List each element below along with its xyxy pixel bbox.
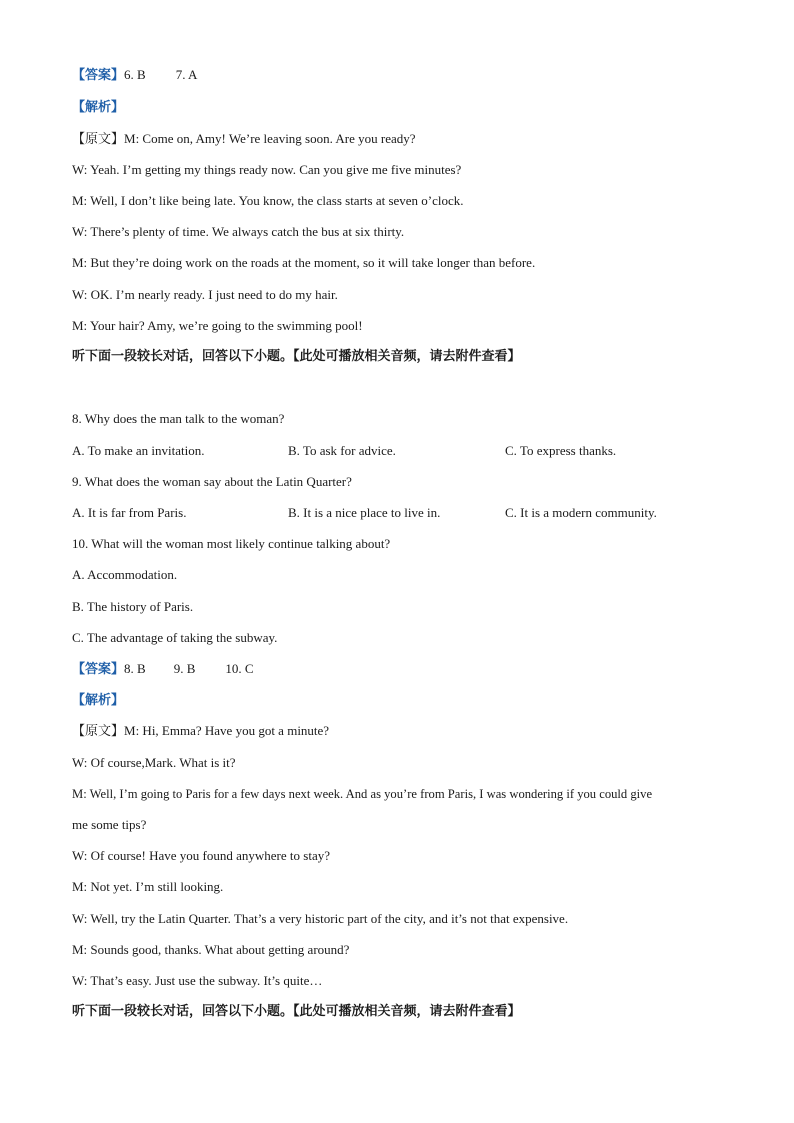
option-a: A. It is far from Paris. <box>72 505 187 520</box>
answer-item: 7. A <box>175 67 198 82</box>
answer-tag: 【答案】 <box>72 662 125 677</box>
transcript-line: M: Well, I’m going to Paris for a few days next week. And as you’re from Paris, I was wondering if you could give <box>72 787 653 801</box>
transcript-line: M: Not yet. I’m still looking. <box>72 879 224 894</box>
analysis-line-1 <box>72 98 124 117</box>
option-a: A. To make an invitation. <box>72 443 205 458</box>
transcript-line: W: OK. I’m nearly ready. I just need to do my hair. <box>72 287 338 302</box>
transcript-line: M: But they’re doing work on the roads at the moment, so it will take longer than before. <box>72 255 536 270</box>
option-b: B. To ask for advice. <box>288 443 396 458</box>
dialogue-text: M: Hi, Emma? Have you got a minute? <box>124 723 330 738</box>
option-c: C. The advantage of taking the subway. <box>72 630 278 645</box>
answer-line-2 <box>72 660 254 679</box>
transcript-line <box>72 130 416 149</box>
question-stem: 9. What does the woman say about the Latin Quarter? <box>72 474 352 489</box>
option-a: A. Accommodation. <box>72 567 178 582</box>
transcript-line: me some tips? <box>72 817 147 832</box>
answer-item: 6. B <box>124 67 146 82</box>
option-b: B. The history of Paris. <box>72 599 194 614</box>
transcript-line: M: Well, I don’t like being late. You know, the class starts at seven o’clock. <box>72 193 464 208</box>
transcript-line: W: Yeah. I’m getting my things ready now. Can you give me five minutes? <box>72 162 462 177</box>
section-instruction: 听下面一段较长对话，回答以下小题。【此处可播放相关音频，请去附件查看】 <box>72 349 521 364</box>
answer-item: 10. C <box>225 661 254 676</box>
option-c: C. To express thanks. <box>505 443 617 458</box>
answer-item: 9. B <box>173 661 196 676</box>
question-stem: 10. What will the woman most likely continue talking about? <box>72 536 391 551</box>
transcript-line <box>72 722 329 741</box>
transcript-line: W: That’s easy. Just use the subway. It’s quite… <box>72 973 323 988</box>
transcript-line: M: Your hair? Amy, we’re going to the swimming pool! <box>72 318 363 333</box>
original-tag: 【原文】 <box>72 132 125 147</box>
option-b: B. It is a nice place to live in. <box>288 505 441 520</box>
transcript-line: W: Well, try the Latin Quarter. That’s a very historic part of the city, and it’s not that expensive. <box>72 911 569 926</box>
section-instruction: 听下面一段较长对话，回答以下小题。【此处可播放相关音频，请去附件查看】 <box>72 1004 521 1019</box>
transcript-line: W: Of course,Mark. What is it? <box>72 755 236 770</box>
original-tag: 【原文】 <box>72 724 125 739</box>
transcript-line: W: Of course! Have you found anywhere to stay? <box>72 848 330 863</box>
question-stem: 8. Why does the man talk to the woman? <box>72 411 285 426</box>
dialogue-text: M: Come on, Amy! We’re leaving soon. Are you ready? <box>124 131 416 146</box>
answer-item: 8. B <box>124 661 146 676</box>
answer-line-1 <box>72 66 197 85</box>
analysis-tag: 【解析】 <box>72 100 125 115</box>
transcript-line: M: Sounds good, thanks. What about getting around? <box>72 942 350 957</box>
option-c: C. It is a modern community. <box>505 505 657 520</box>
analysis-line-2 <box>72 691 124 710</box>
answer-tag: 【答案】 <box>72 68 125 83</box>
analysis-tag: 【解析】 <box>72 693 125 708</box>
transcript-line: W: There’s plenty of time. We always catch the bus at six thirty. <box>72 224 405 239</box>
